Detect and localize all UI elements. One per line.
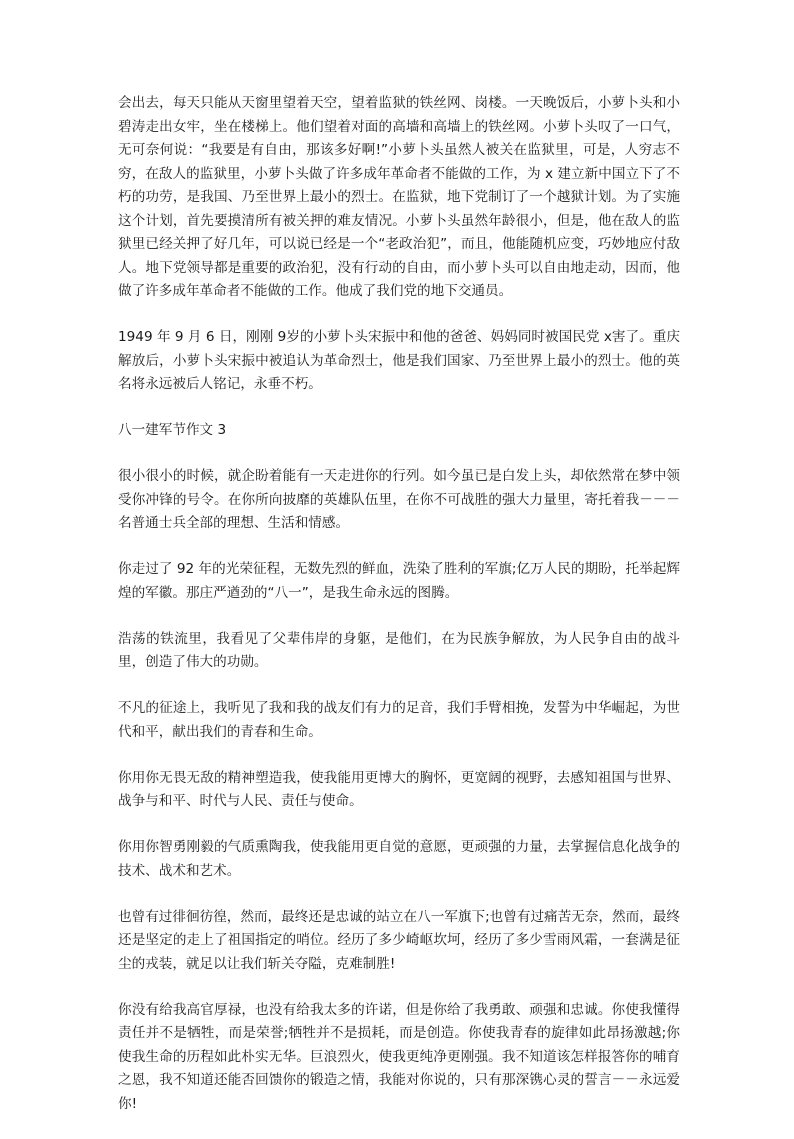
paragraph-iron-torrent: 浩荡的铁流里，我看见了父辈伟岸的身躯，是他们，在为民族争解放，为人民争自由的战斗里，创造了伟大的功勋。: [118, 630, 680, 670]
paragraph-temperament: 你用你智勇刚毅的气质熏陶我，使我能用更自觉的意愿，更顽强的力量，去掌握信息化战争的技术、战术和艺术。: [118, 839, 680, 879]
paragraph-childhood: 很小很小的时候，就企盼着能有一天走进你的行列。如今虽已是白发上头，却依然常在梦中领受你冲锋的号令。在你所向披靡的英雄队伍里，在你不可战胜的强大力量里，寄托着我－－－名普通士兵全部的理想、生活和情感。: [118, 468, 680, 531]
paragraph-spirit: 你用你无畏无敌的精神塑造我，使我能用更博大的胸怀，更宽阔的视野，去感知祖国与世界、战争与和平、时代与人民、责任与使命。: [118, 769, 680, 809]
document-page: [118, 92, 680, 1139]
paragraph-journey: 你走过了 92 年的光荣征程，无数先烈的鲜血，洗染了胜利的军旗;亿万人民的期盼，托举起辉煌的军徽。那庄严遒劲的“八一”，是我生命永远的图腾。: [118, 561, 680, 601]
paragraph-hesitation: 也曾有过徘徊彷徨，然而，最终还是忠诚的站立在八一军旗下;也曾有过痛苦无奈，然而，最终还是坚定的走上了祖国指定的哨位。经历了多少崎岖坎坷，经历了多少雪雨风霜，一套满是征尘的戎装，就足以让我们斩关夺隘，克难制胜!: [118, 908, 680, 972]
paragraph-footsteps: 不凡的征途上，我听见了我和我的战友们有力的足音，我们手臂相挽，发誓为中华崛起，为世代和平，献出我们的青春和生命。: [118, 700, 680, 740]
paragraph-prison-story: 会出去，每天只能从天窗里望着天空，望着监狱的铁丝网、岗楼。一天晚饭后，小萝卜头和小碧涛走出女牢，坐在楼梯上。他们望着对面的高墙和高墙上的铁丝网。小萝卜头叹了一口气，无可奈何说：“我要是有自由，那该多好啊!”小萝卜头虽然人被关在监狱里，可是，人穷志不穷，在敌人的监狱里，小萝卜头做了许多成年革命者不能做的工作，为 x 建立新中国立下了不朽的功劳，是我国、乃至世界上最小的烈士。在监狱，地下党制订了一个越狱计划。为了实施这个计划，首先要摸清所有被关押的难友情况。小萝卜头虽然年龄很小，但是，他在敌人的监狱里已经关押了好几年，可以说已经是一个“老政治犯”，而且，他能随机应变，巧妙地应付敌人。地下党领导都是重要的政治犯，没有行动的自由，而小萝卜头可以自由地走动，因而，他做了许多成年革命者不能做的工作。他成了我们党的地下交通员。: [118, 95, 680, 299]
paragraph-love: 你没有给我高官厚禄，也没有给我太多的许诺，但是你给了我勇敢、顽强和忠诚。你使我懂得责任并不是牺牲，而是荣誉;牺牲并不是损耗，而是创造。你使我青春的旋律如此昂扬激越;你使我生命的历程如此朴实无华。巨浪烈火，使我更纯净更刚强。我不知道该怎样报答你的哺育之恩，我不知道还能否回馈你的锻造之情，我能对你说的，只有那深镌心灵的誓言－－永远爱你!: [118, 1001, 680, 1112]
paragraph-martyr: 1949 年 9 月 6 日，刚刚 9岁的小萝卜头宋振中和他的爸爸、妈妈同时被国民党 x害了。重庆解放后，小萝卜头宋振中被追认为革命烈士，他是我们国家、乃至世界上最小的烈士。他的英名将永远被后人铭记，永垂不朽。: [118, 329, 680, 392]
essay-heading: 八一建军节作文 3: [118, 422, 227, 438]
